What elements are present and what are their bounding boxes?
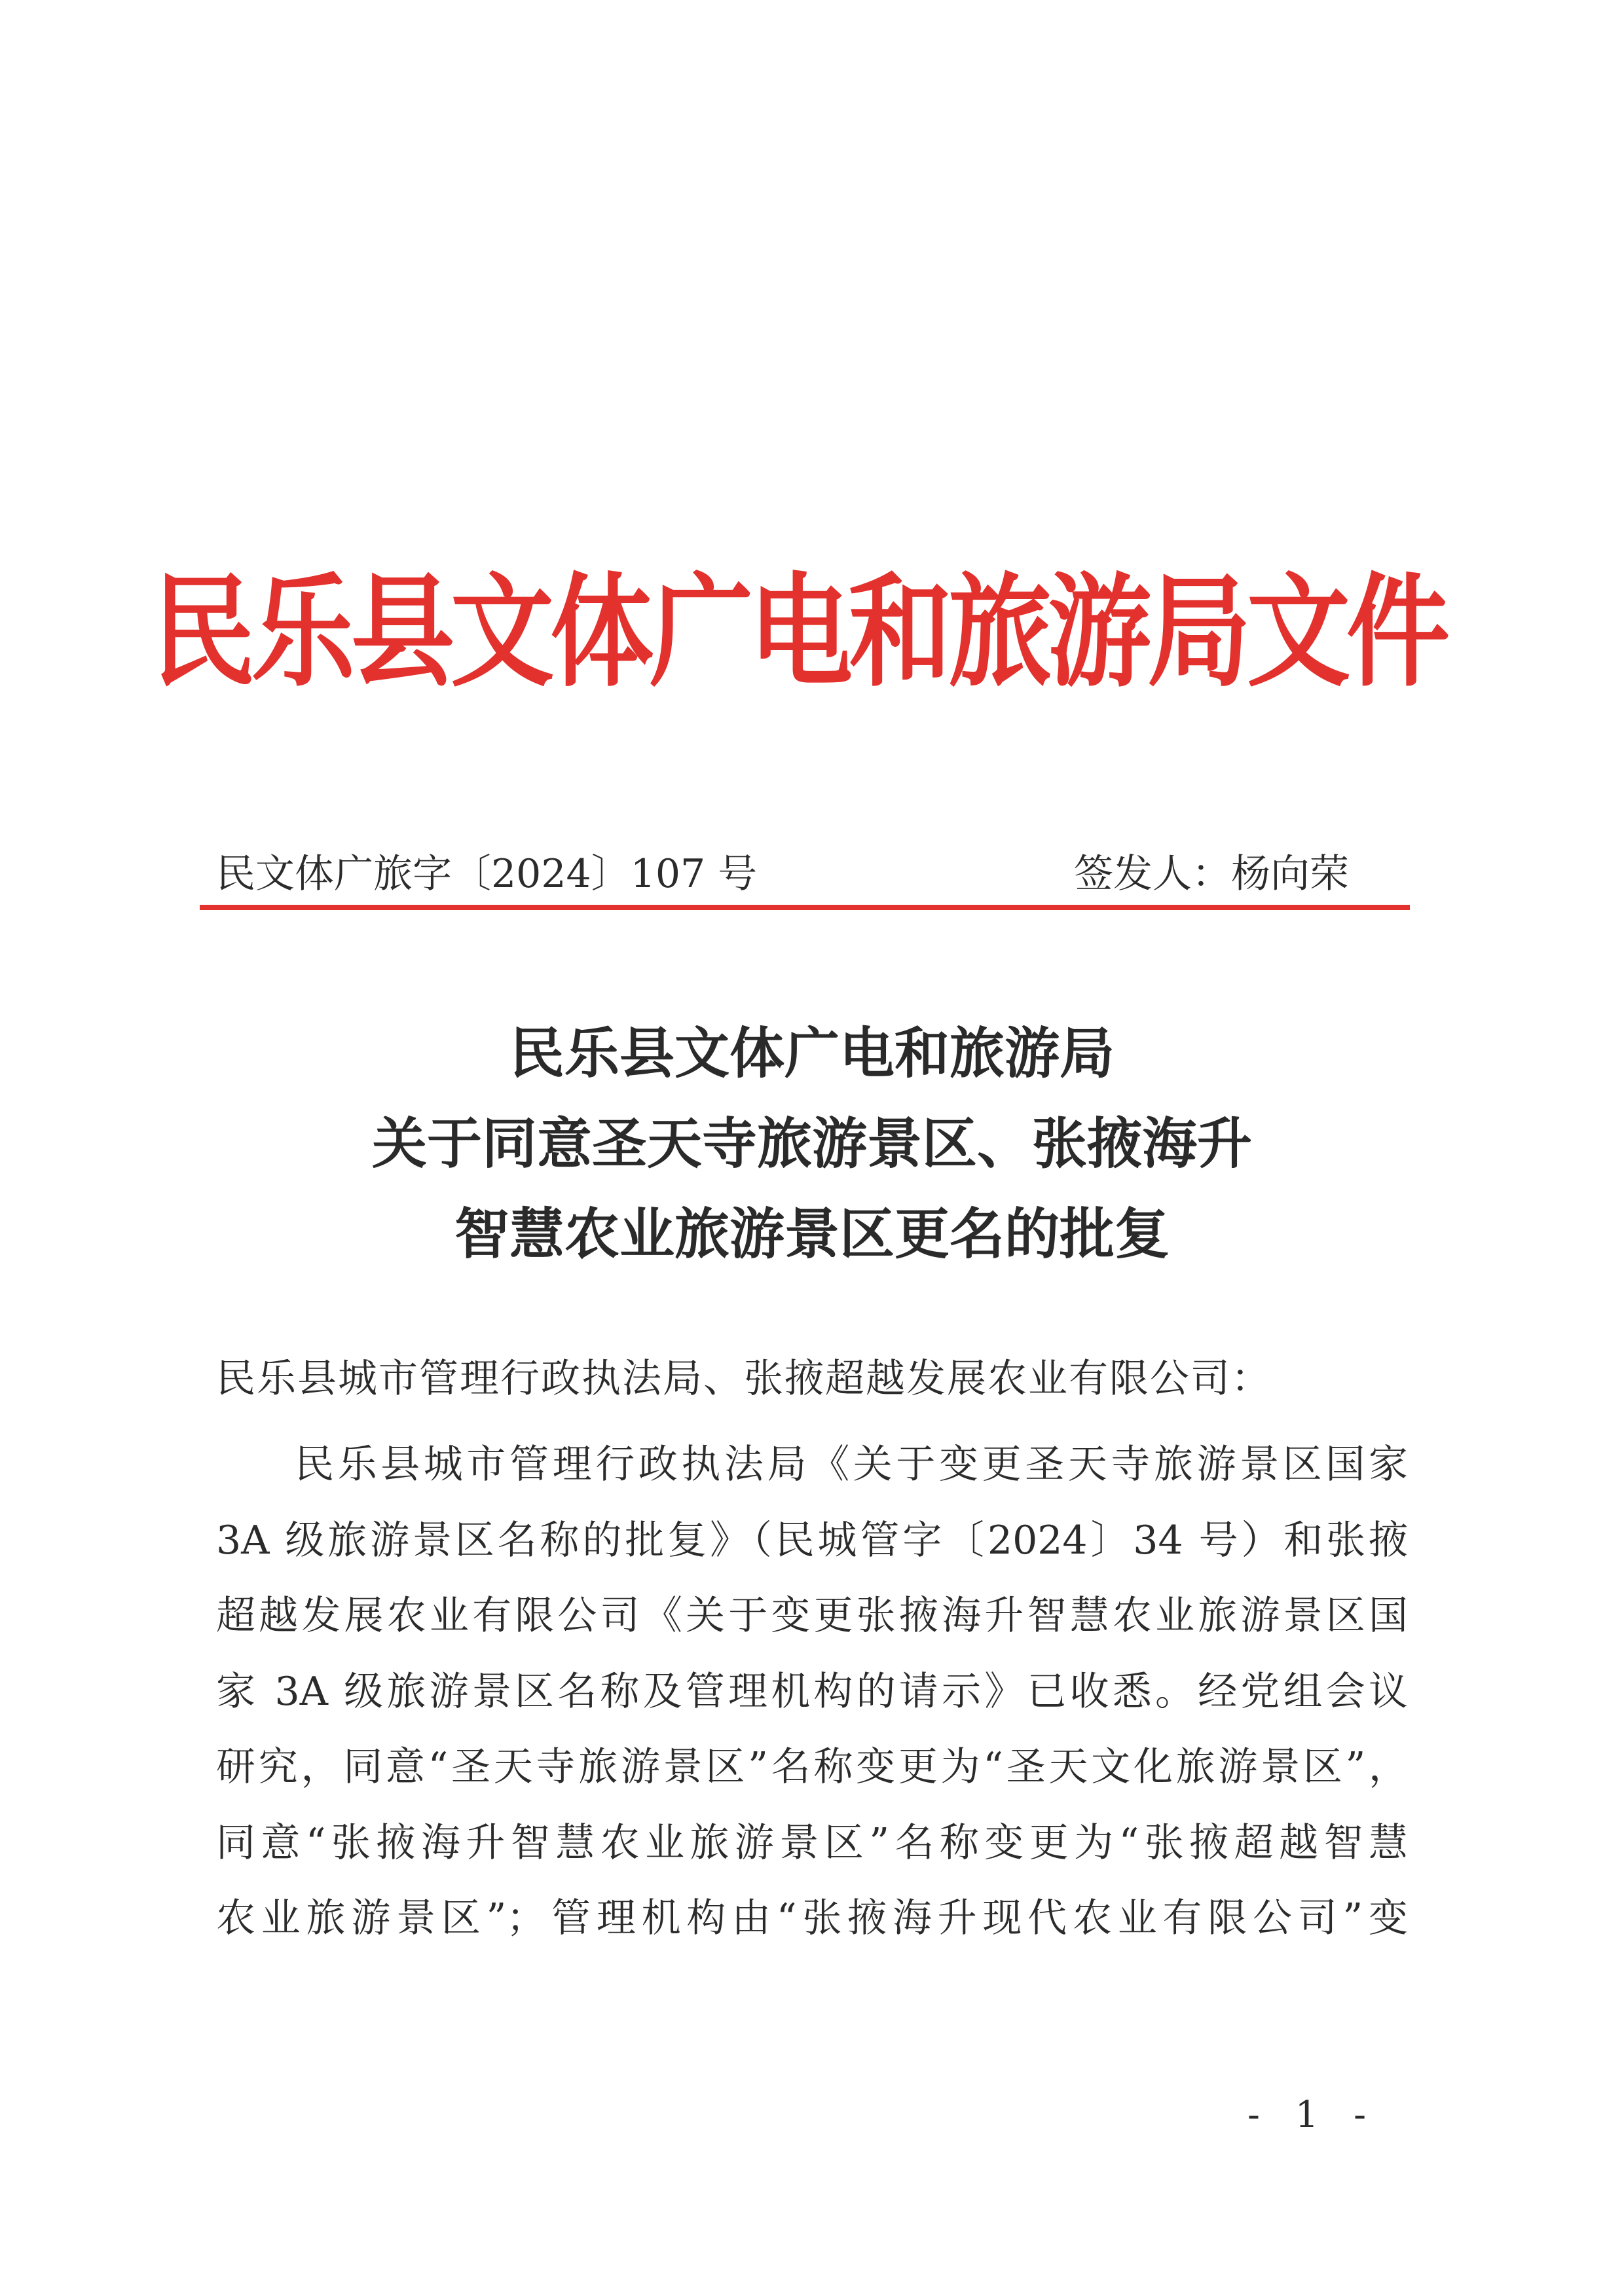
document-number: 民文体广旅字〔2024〕107 号 [216,851,758,897]
document-header [152,524,1446,720]
issuer-title: 民乐县文体广电和旅游局文件 [152,560,1446,704]
recipient: 民乐县城市管理行政执法局、张掖超越发展农业有限公司： [216,1356,1272,1402]
title-line: 民乐县文体广电和旅游局 [509,1021,1115,1085]
page-number: - 1 - [1247,2094,1378,2136]
signer: 签发人：杨向荣 [1074,851,1349,897]
document-meta [216,841,1401,913]
body-line: 民乐县城市管理行政执法局《关于变更圣天寺旅游景区国家 [295,1442,1408,1487]
body-line: 农业旅游景区”；管理机构由“张掖海升现代农业有限公司”变 [216,1895,1408,1941]
body-line: 家 3A 级旅游景区名称及管理机构的请示》已收悉。经党组会议 [216,1668,1408,1715]
body-line: 3A 级旅游景区名称的批复》（民城管字〔2024〕34 号）和张掖 [216,1517,1408,1563]
red-divider-line [200,905,1410,910]
body-line: 研究，同意“圣天寺旅游景区”名称变更为“圣天文化旅游景区”， [216,1744,1408,1790]
body-text [216,1427,1408,1957]
body-line: 同意“张掖海升智慧农业旅游景区”名称变更为“张掖超越智慧 [216,1819,1408,1866]
document-title [196,1008,1428,1279]
title-line: 关于同意圣天寺旅游景区、张掖海升 [371,1111,1252,1176]
title-line: 智慧农业旅游景区更名的批复 [454,1201,1170,1266]
body-line: 超越发展农业有限公司《关于变更张掖海升智慧农业旅游景区国 [216,1593,1408,1639]
